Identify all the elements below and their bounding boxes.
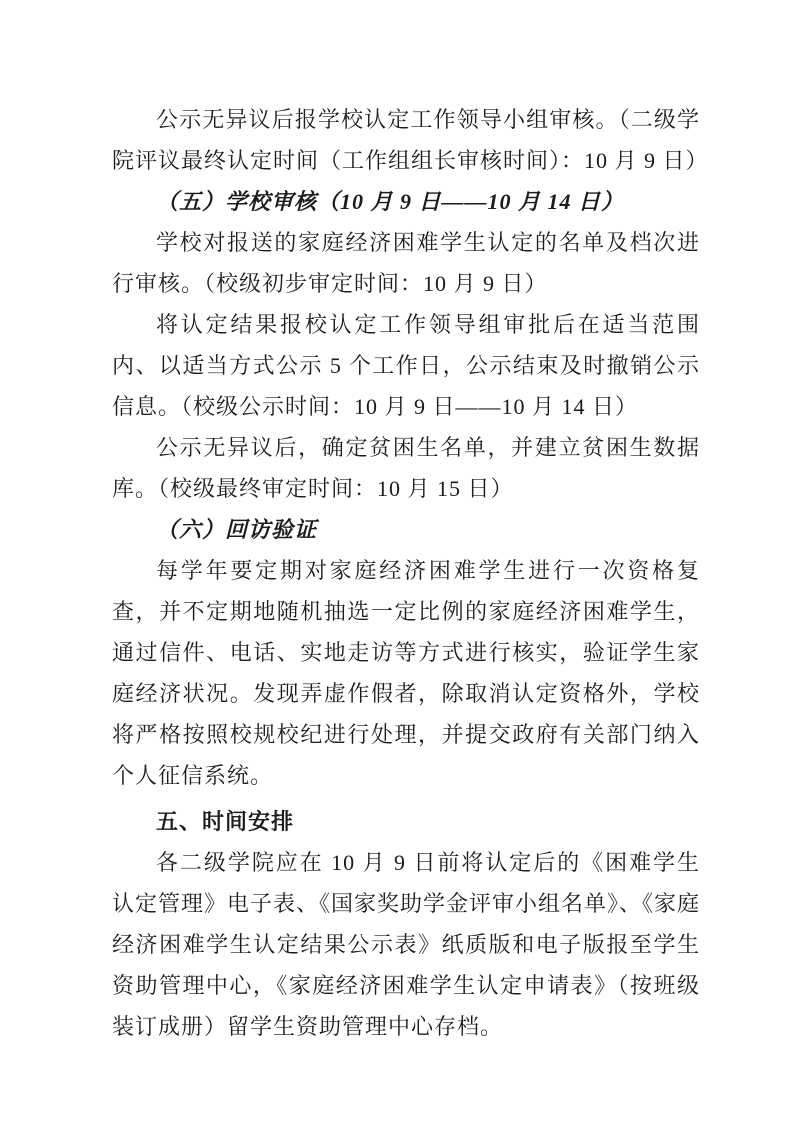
- paragraph-final-list: 公示无异议后，确定贫困生名单，并建立贫困生数据库。（校级最终审定时间：10 月 15 日）: [112, 435, 700, 501]
- section-heading-time-arrangement: 五、时间安排: [156, 809, 295, 834]
- paragraph-review-submit: 公示无异议后报学校认定工作领导小组审核。（二级学院评议最终认定时间（工作组组长审核时间）：10 月 9 日）: [112, 107, 709, 173]
- section-subheading-follow-up-verification: （六）回访验证: [156, 517, 318, 542]
- section-subheading-school-review: （五）学校审核（10 月 9 日——10 月 14 日）: [156, 189, 625, 214]
- paragraph-time-arrangement-detail: 各二级学院应在 10 月 9 日前将认定后的《困难学生认定管理》电子表、《国家奖助学金评审小组名单》、《家庭经济困难学生认定结果公示表》纸质版和电子版报至学生资助管理中心，《家庭经济困难学生认定申请表》（按班级装订成册）留学生资助管理中心存档。: [112, 850, 701, 1039]
- paragraph-publicity-period: 将认定结果报校认定工作领导组审批后在适当范围内、以适当方式公示 5 个工作日，公示结束及时撤销公示信息。（校级公示时间：10 月 9 日——10 月 14 日）: [112, 312, 700, 419]
- document-body: [112, 99, 709, 1047]
- paragraph-school-review-detail: 学校对报送的家庭经济困难学生认定的名单及档次进行审核。（校级初步审定时间：10 月 9 日）: [112, 230, 700, 296]
- paragraph-verification-detail: 每学年要定期对家庭经济困难学生进行一次资格复查，并不定期地随机抽选一定比例的家庭经济困难学生，通过信件、电话、实地走访等方式进行核实，验证学生家庭经济状况。发现弄虚作假者，除取消认定资格外，学校将严格按照校规校纪进行处理，并提交政府有关部门纳入个人征信系统。: [112, 558, 700, 788]
